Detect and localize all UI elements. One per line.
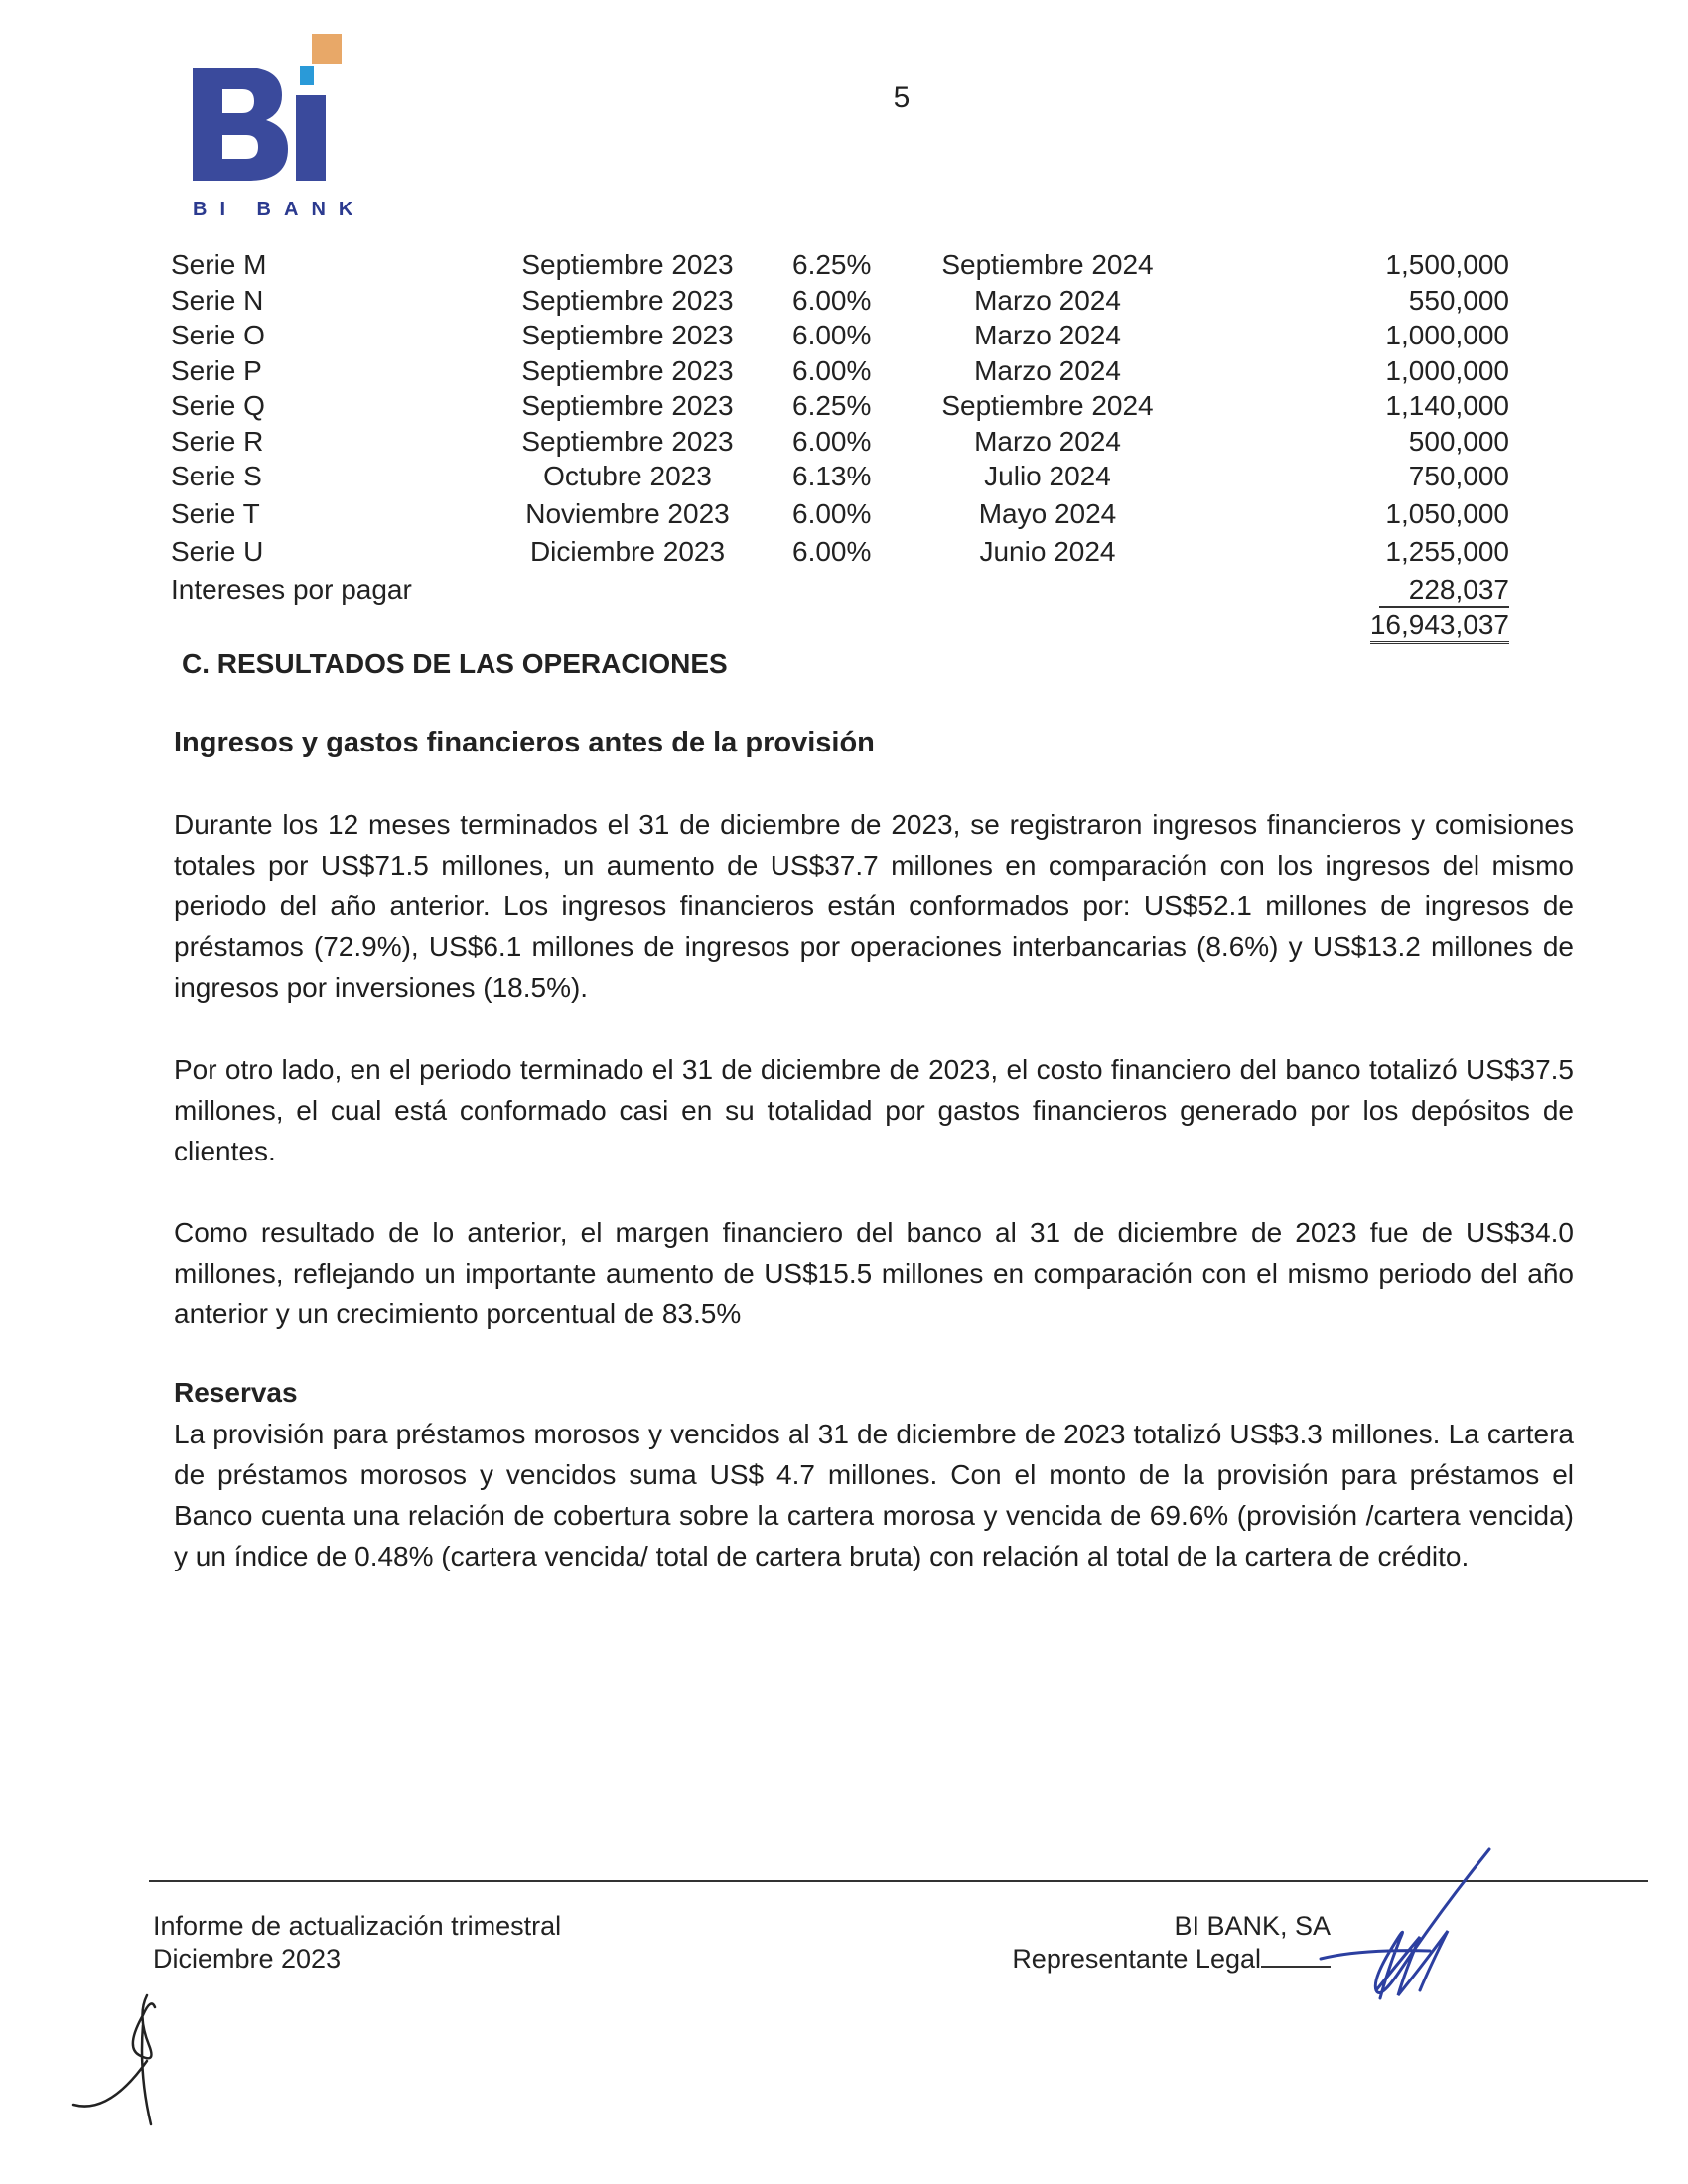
series-name: Serie Q — [171, 390, 265, 421]
maturity-date: Mayo 2024 — [978, 498, 1117, 529]
section-title: C. RESULTADOS DE LAS OPERACIONES — [182, 648, 728, 679]
issue-date: Septiembre 2023 — [521, 425, 734, 457]
amount: 1,500,000 — [1385, 249, 1509, 280]
series-table — [169, 245, 1509, 641]
issue-date: Diciembre 2023 — [529, 536, 726, 567]
logo-wordmark: BI BANK — [193, 199, 366, 220]
table-row — [169, 422, 1509, 458]
issue-date: Septiembre 2023 — [521, 320, 734, 350]
issue-date: Noviembre 2023 — [525, 498, 730, 529]
interest-row — [169, 570, 1509, 606]
total-amount: 16,943,037 — [1370, 610, 1509, 644]
subsection-title: Ingresos y gastos financieros antes de la provisión — [174, 727, 875, 758]
interest-rate: 6.00% — [792, 354, 872, 386]
amount: 1,000,000 — [1385, 354, 1509, 386]
series-name: Serie M — [171, 249, 267, 280]
signatory-role: Representante Legal — [1012, 1944, 1261, 1974]
footer-report-info — [153, 1910, 561, 1976]
maturity-date: Septiembre 2024 — [941, 390, 1154, 421]
table-row — [169, 245, 1509, 281]
table-row — [169, 532, 1509, 570]
company-name: BI BANK, SA — [1174, 1911, 1331, 1941]
maturity-date: Junio 2024 — [979, 536, 1116, 567]
interest-rate: 6.00% — [792, 536, 872, 567]
interest-rate: 6.25% — [792, 390, 872, 421]
issue-date: Octubre 2023 — [543, 461, 712, 491]
maturity-date: Marzo 2024 — [974, 320, 1121, 350]
maturity-date: Julio 2024 — [984, 461, 1111, 491]
paragraph-margin: Como resultado de lo anterior, el margen financiero del banco al 31 de diciembre de 2023 fue de US$34.0 millones, reflejando un importante aumento de US$15.5 millones en comparación con el mismo periodo del año anterior y un crecimiento porcentual de 83.5% — [174, 1217, 1574, 1329]
interest-rate: 6.13% — [792, 461, 872, 491]
table-row — [169, 494, 1509, 532]
paragraph-reservas: La provisión para préstamos morosos y vencidos al 31 de diciembre de 2023 totalizó US$3.3 millones. La cartera de préstamos morosos y vencidos suma US$ 4.7 millones. Con el monto de la provisión para préstamos el Banco cuenta una relación de cobertura sobre la cartera morosa y vencida de 69.6% (provisión /cartera vencida) y un índice de 0.48% (cartera vencida/ total de cartera bruta) con relación al total de la cartera de crédito. — [174, 1419, 1574, 1571]
maturity-date: Marzo 2024 — [974, 425, 1121, 457]
reservas-title: Reservas — [174, 1377, 298, 1408]
issue-date: Septiembre 2023 — [521, 390, 734, 421]
series-name: Serie U — [171, 536, 264, 567]
amount: 1,140,000 — [1385, 390, 1509, 421]
amount: 1,255,000 — [1385, 536, 1509, 567]
amount: 750,000 — [1408, 461, 1509, 491]
handwritten-initials — [60, 1985, 179, 2134]
table-row — [169, 457, 1509, 494]
series-name: Serie N — [171, 284, 264, 316]
series-name: Serie O — [171, 320, 265, 350]
page-number: 5 — [893, 81, 911, 114]
report-period: Diciembre 2023 — [153, 1944, 342, 1974]
interest-rate: 6.00% — [792, 284, 872, 316]
paragraph-income: Durante los 12 meses terminados el 31 de diciembre de 2023, se registraron ingresos financieros y comisiones totales por US$71.5 millones, un aumento de US$37.7 millones en comparación con los ingresos del mismo periodo del año anterior. Los ingresos financieros están conformados por: US$52.1 millones de ingresos de préstamos (72.9%), US$6.1 millones de ingresos por operaciones interbancarias (8.6%) y US$13.2 millones de ingresos por inversiones (18.5%). — [174, 809, 1574, 1003]
amount: 1,050,000 — [1385, 498, 1509, 529]
amount: 550,000 — [1408, 284, 1509, 316]
interest-amount: 228,037 — [1379, 574, 1509, 608]
maturity-date: Septiembre 2024 — [941, 249, 1154, 280]
series-name: Serie R — [171, 425, 264, 457]
series-name: Serie P — [171, 354, 262, 386]
report-name: Informe de actualización trimestral — [153, 1911, 562, 1941]
paragraph-cost: Por otro lado, en el periodo terminado el 31 de diciembre de 2023, el costo financiero del banco totalizó US$37.5 millones, el cual está conformado casi en su totalidad por gastos financieros generado por los depósitos de clientes. — [174, 1054, 1574, 1166]
interest-rate: 6.25% — [792, 249, 872, 280]
issue-date: Septiembre 2023 — [521, 284, 734, 316]
interest-rate: 6.00% — [792, 498, 872, 529]
maturity-date: Marzo 2024 — [974, 354, 1121, 386]
table-row — [169, 351, 1509, 387]
issue-date: Septiembre 2023 — [521, 249, 734, 280]
table-row — [169, 386, 1509, 422]
series-name: Serie S — [171, 461, 262, 491]
handwritten-signature — [1281, 1842, 1519, 2010]
amount: 1,000,000 — [1385, 320, 1509, 350]
table-row — [169, 281, 1509, 317]
maturity-date: Marzo 2024 — [974, 284, 1121, 316]
bi-bank-logo — [189, 32, 357, 220]
total-row — [169, 606, 1509, 641]
interest-rate: 6.00% — [792, 320, 872, 350]
amount: 500,000 — [1408, 425, 1509, 457]
interest-rate: 6.00% — [792, 425, 872, 457]
interest-label: Intereses por pagar — [171, 574, 412, 605]
series-name: Serie T — [171, 498, 260, 529]
table-row — [169, 316, 1509, 351]
issue-date: Septiembre 2023 — [521, 354, 734, 386]
